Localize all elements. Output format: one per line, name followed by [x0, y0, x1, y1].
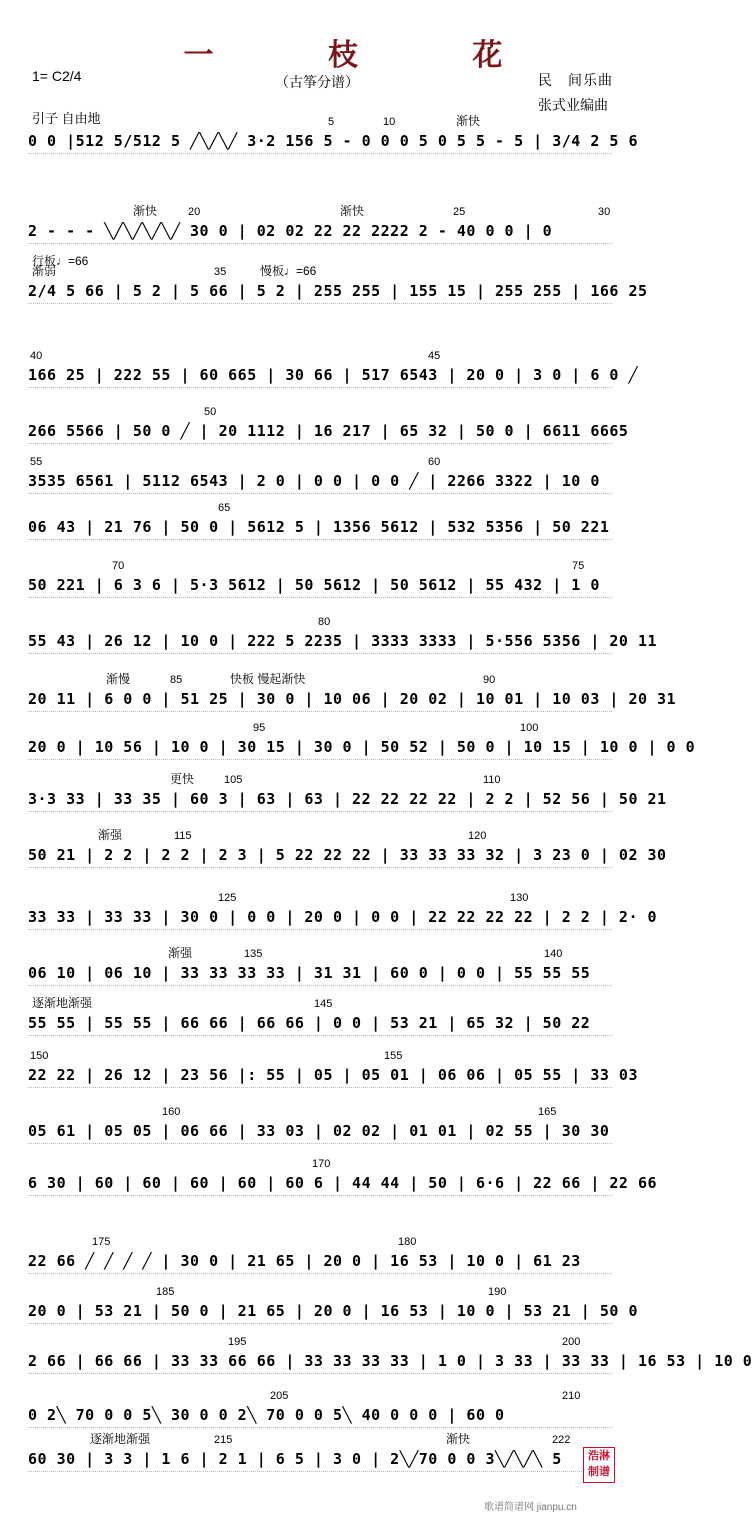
measure-number: 125 — [218, 892, 237, 904]
score-system — [28, 722, 696, 776]
score-system — [28, 892, 658, 946]
measure-number: 175 — [92, 1236, 111, 1248]
score-system — [28, 996, 612, 1052]
origin-credit: 民 间乐曲 — [538, 72, 613, 88]
score-system — [28, 1286, 638, 1340]
publisher-stamp: 浩淋制谱 — [583, 1447, 615, 1483]
tempo-marking: 渐快 — [456, 114, 481, 128]
notation-line: 3·3 33 | 33 35 | 60 3 | 63 | 63 | 22 22 22 22 | 2 2 | 52 56 | 50 21 — [28, 790, 667, 808]
score-system — [28, 458, 612, 510]
measure-number: 190 — [488, 1286, 507, 1298]
score-system — [28, 1050, 638, 1104]
measure-number: 75 — [572, 560, 585, 572]
measure-number: 20 — [188, 206, 201, 218]
score-system — [28, 204, 612, 268]
measure-number: 85 — [170, 674, 183, 686]
measure-number: 10 — [383, 116, 396, 128]
measure-number: 180 — [398, 1236, 417, 1248]
measure-number: 135 — [244, 948, 263, 960]
notation-line: 06 10 | 06 10 | 33 33 33 33 | 31 31 | 60 0 | 0 0 | 55 55 55 — [28, 964, 612, 982]
score-subtitle: （古筝分谱） — [275, 74, 359, 90]
tempo-marking: 更快 — [170, 772, 195, 786]
measure-number: 145 — [314, 998, 333, 1010]
measure-number: 120 — [468, 830, 487, 842]
tempo-marking: 渐快 — [340, 204, 365, 218]
measure-number: 160 — [162, 1106, 181, 1118]
measure-number: 100 — [520, 722, 539, 734]
score-system — [28, 946, 612, 1002]
key-signature: 1= C2/4 — [32, 68, 82, 84]
measure-number: 70 — [112, 560, 125, 572]
measure-number: 35 — [214, 266, 227, 278]
tempo-marking: 行板♩=66 — [32, 254, 89, 268]
tempo-marking: 慢板♩=66 — [260, 264, 317, 278]
notation-line: 60 30 | 3 3 | 1 6 | 2 1 | 6 5 | 3 0 | 2╲╱70 0 0 3╲╱╲╱╲ 5 — [28, 1450, 612, 1468]
notation-line: 2 - - - ╲╱╲╱╲╱╲╱ 30 0 | 02 02 22 22 2222 2 - 40 0 0 | 0 — [28, 222, 612, 240]
notation-line: 3535 6561 | 5112 6543 | 2 0 | 0 0 | 0 0 ╱ | 2266 3322 | 10 0 — [28, 472, 612, 490]
tempo-marking: 渐快 — [446, 1432, 471, 1446]
notation-line: 20 0 | 53 21 | 50 0 | 21 65 | 20 0 | 16 53 | 10 0 | 53 21 | 50 0 — [28, 1302, 638, 1320]
measure-number: 80 — [318, 616, 331, 628]
score-system — [28, 772, 667, 828]
measure-number: 205 — [270, 1390, 289, 1402]
measure-number: 222 — [552, 1434, 571, 1446]
measure-number: 65 — [218, 502, 231, 514]
measure-number: 90 — [483, 674, 496, 686]
score-title: 一 枝 花 — [183, 38, 555, 73]
measure-number: 50 — [204, 406, 217, 418]
score-system — [28, 406, 629, 460]
notation-line: 20 11 | 6 0 0 | 51 25 | 30 0 | 10 06 | 20 02 | 10 01 | 10 03 | 20 31 — [28, 690, 677, 708]
notation-line: 33 33 | 33 33 | 30 0 | 0 0 | 20 0 | 0 0 | 22 22 22 22 | 2 2 | 2· 0 — [28, 908, 658, 926]
measure-number: 210 — [562, 1390, 581, 1402]
measure-number: 25 — [453, 206, 466, 218]
notation-line: 6 30 | 60 | 60 | 60 | 60 | 60 6 | 44 44 | 50 | 6·6 | 22 66 | 22 66 — [28, 1174, 658, 1192]
notation-line: 55 55 | 55 55 | 66 66 | 66 66 | 0 0 | 53 21 | 65 32 | 50 22 — [28, 1014, 612, 1032]
measure-number: 60 — [428, 456, 441, 468]
notation-line: 50 21 | 2 2 | 2 2 | 2 3 | 5 22 22 22 | 33 33 33 32 | 3 23 0 | 02 30 — [28, 846, 667, 864]
notation-line: 0 0 |512 5/512 5 ╱╲╱╲╱ 3·2 156 5 - 0 0 0 5 0 5 5 - 5 | 3/4 2 5 6 — [28, 132, 638, 150]
notation-line: 2 66 | 66 66 | 33 33 66 66 | 33 33 33 33 | 1 0 | 3 33 | 33 33 | 16 53 | 10 0 — [28, 1352, 752, 1370]
notation-line: 06 43 | 21 76 | 50 0 | 5612 5 | 1356 5612 | 532 5356 | 50 221 — [28, 518, 612, 536]
measure-number: 40 — [30, 350, 43, 362]
tempo-marking: 渐快 — [133, 204, 158, 218]
notation-line: 0 2╲ 70 0 0 5╲ 30 0 0 2╲ 70 0 0 5╲ 40 0 0 0 | 60 0 — [28, 1406, 612, 1424]
measure-number: 110 — [483, 774, 501, 786]
tempo-marking: 逐渐地渐强 — [90, 1432, 151, 1446]
score-system — [28, 1432, 612, 1488]
tempo-marking: 逐渐地渐强 — [32, 996, 93, 1010]
notation-line: 22 22 | 26 12 | 23 56 |: 55 | 05 | 05 01 | 06 06 | 05 55 | 33 03 — [28, 1066, 638, 1084]
measure-number: 55 — [30, 456, 43, 468]
tempo-marking: 渐弱 — [32, 264, 57, 278]
notation-line: 55 43 | 26 12 | 10 0 | 222 5 2235 | 3333 3333 | 5·556 5356 | 20 11 — [28, 632, 658, 650]
score-system — [28, 504, 612, 556]
notation-line: 266 5566 | 50 0 ╱ | 20 1112 | 16 217 | 65 32 | 50 0 | 6611 6665 — [28, 422, 629, 440]
notation-line: 50 221 | 6 3 6 | 5·3 5612 | 50 5612 | 50 5612 | 55 432 | 1 0 — [28, 576, 612, 594]
measure-number: 95 — [253, 722, 266, 734]
score-system — [28, 1238, 612, 1290]
measure-number: 185 — [156, 1286, 175, 1298]
measure-number: 165 — [538, 1106, 557, 1118]
measure-number: 195 — [228, 1336, 247, 1348]
score-system — [28, 114, 638, 170]
score-system — [28, 350, 638, 404]
measure-number: 30 — [598, 206, 611, 218]
notation-line: 22 66 ╱ ╱ ╱ ╱ | 30 0 | 21 65 | 20 0 | 16 53 | 10 0 | 61 23 — [28, 1252, 612, 1270]
notation-line: 05 61 | 05 05 | 06 66 | 33 03 | 02 02 | 01 01 | 02 55 | 30 30 — [28, 1122, 612, 1140]
measure-number: 5 — [328, 116, 335, 128]
score-system — [28, 264, 648, 320]
notation-line: 2/4 5 66 | 5 2 | 5 66 | 5 2 | 255 255 | 155 15 | 255 255 | 166 25 — [28, 282, 648, 300]
measure-number: 105 — [224, 774, 243, 786]
tempo-marking: 渐强 — [168, 946, 193, 960]
measure-number: 150 — [30, 1050, 49, 1062]
score-system — [28, 616, 658, 670]
measure-number: 115 — [174, 830, 192, 842]
notation-line: 166 25 | 222 55 | 60 665 | 30 66 | 517 6543 | 20 0 | 3 0 | 6 0 ╱ — [28, 366, 638, 384]
score-system — [28, 672, 677, 728]
score-system — [28, 1108, 612, 1160]
score-system — [28, 562, 612, 614]
score-system — [28, 1158, 658, 1212]
tempo-marking: 渐慢 — [106, 672, 131, 686]
notation-line: 20 0 | 10 56 | 10 0 | 30 15 | 30 0 | 50 52 | 50 0 | 10 15 | 10 0 | 0 0 — [28, 738, 696, 756]
tempo-marking: 快板 慢起渐快 — [230, 672, 306, 686]
score-system — [28, 828, 667, 884]
measure-number: 170 — [312, 1158, 331, 1170]
measure-number: 45 — [428, 350, 441, 362]
intro-label: 引子 自由地 — [32, 111, 101, 126]
measure-number: 200 — [562, 1336, 581, 1348]
score-system — [28, 1336, 752, 1390]
arranger-credit: 张式业编曲 — [538, 97, 608, 113]
measure-number: 130 — [510, 892, 529, 904]
site-watermark: 歌谱简谱网 jianpu.cn — [484, 1502, 577, 1513]
measure-number: 140 — [544, 948, 563, 960]
measure-number: 215 — [214, 1434, 233, 1446]
measure-number: 155 — [384, 1050, 403, 1062]
tempo-marking: 渐强 — [98, 828, 123, 842]
